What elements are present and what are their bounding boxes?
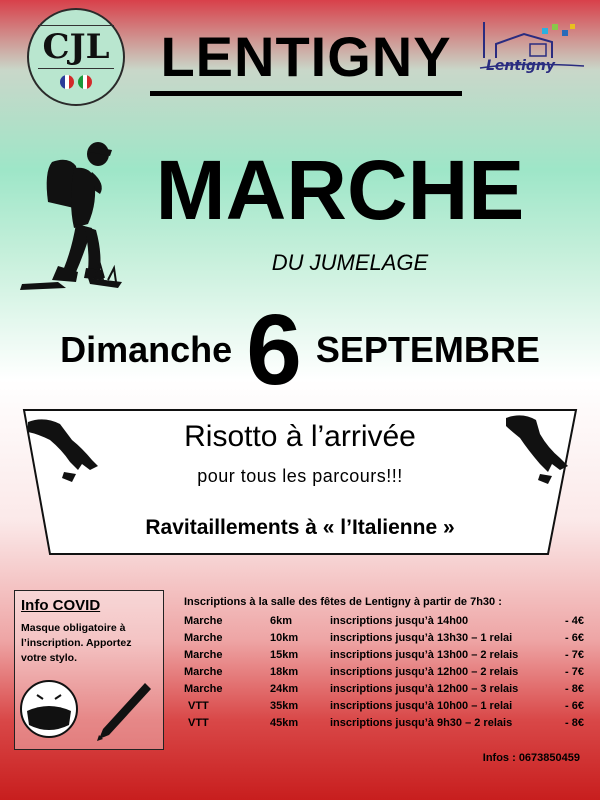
table-row [184, 646, 584, 663]
covid-text: Masque obligatoire à l’inscription. Apportez votre stylo. [21, 622, 132, 664]
inscriptions-table [184, 612, 584, 731]
date-day: Dimanche [60, 329, 233, 370]
hiker-icon [18, 132, 128, 302]
row-info: inscriptions jusqu’à 10h00 – 1 relai [330, 699, 513, 712]
row-type: Marche [184, 682, 223, 695]
row-type: Marche [184, 614, 223, 627]
row-price: - 6€ [565, 699, 584, 712]
row-distance: 24km [270, 682, 299, 695]
banner-line-1: Risotto à l’arrivée [184, 420, 416, 453]
covid-title: Info COVID [21, 597, 101, 614]
banner-line-2: pour tous les parcours!!! [197, 466, 403, 486]
row-price: - 6€ [565, 631, 584, 644]
row-type: Marche [184, 631, 223, 644]
date-month: SEPTEMBRE [315, 329, 540, 370]
row-price: - 7€ [565, 648, 584, 661]
banner-line-3: Ravitaillements à « l’Italienne » [145, 516, 455, 539]
table-row [184, 697, 584, 714]
town-building-icon [478, 18, 588, 84]
table-row [184, 680, 584, 697]
row-distance: 35km [270, 699, 299, 712]
row-price: - 8€ [565, 682, 584, 695]
row-type: VTT [188, 716, 209, 729]
row-info: inscriptions jusqu’à 12h00 – 2 relais [330, 665, 519, 678]
row-info: inscriptions jusqu’à 12h00 – 3 relais [330, 682, 519, 695]
risotto-banner [20, 408, 580, 556]
inscriptions-header: Inscriptions à la salle des fêtes de Lentigny à partir de 7h30 : [184, 596, 502, 608]
row-price: - 4€ [565, 614, 584, 627]
table-row [184, 629, 584, 646]
cjl-logo [27, 8, 125, 106]
row-info: inscriptions jusqu’à 14h00 [330, 614, 469, 627]
row-type: Marche [184, 648, 223, 661]
row-distance: 6km [270, 614, 293, 627]
event-title: MARCHE [155, 143, 525, 237]
row-distance: 45km [270, 716, 299, 729]
row-type: VTT [188, 699, 209, 712]
date-number: 6 [246, 294, 302, 406]
cjl-logo-text: CJL [38, 25, 113, 69]
row-distance: 15km [270, 648, 299, 661]
row-type: Marche [184, 665, 223, 678]
lentigny-town-logo [478, 18, 588, 84]
table-row [184, 663, 584, 680]
row-price: - 7€ [565, 665, 584, 678]
covid-info-box [14, 590, 164, 750]
row-distance: 10km [270, 631, 299, 644]
face-mask-icon [21, 681, 77, 737]
row-info: inscriptions jusqu’à 9h30 – 2 relais [330, 716, 513, 729]
row-price: - 8€ [565, 716, 584, 729]
table-row [184, 714, 584, 731]
event-date [0, 295, 600, 405]
flags [60, 75, 92, 89]
event-subtitle: DU JUMELAGE [271, 250, 429, 275]
row-distance: 18km [270, 665, 299, 678]
table-row [184, 612, 584, 629]
contact-info: Infos : 0673850459 [482, 752, 580, 764]
french-flag-icon [60, 75, 74, 89]
town-logo-label: Lentigny [486, 58, 555, 74]
pen-icon [97, 683, 151, 741]
page-title: LENTIGNY [150, 18, 462, 96]
italian-flag-icon [78, 75, 92, 89]
row-info: inscriptions jusqu’à 13h30 – 1 relai [330, 631, 513, 644]
row-info: inscriptions jusqu’à 13h00 – 2 relais [330, 648, 519, 661]
